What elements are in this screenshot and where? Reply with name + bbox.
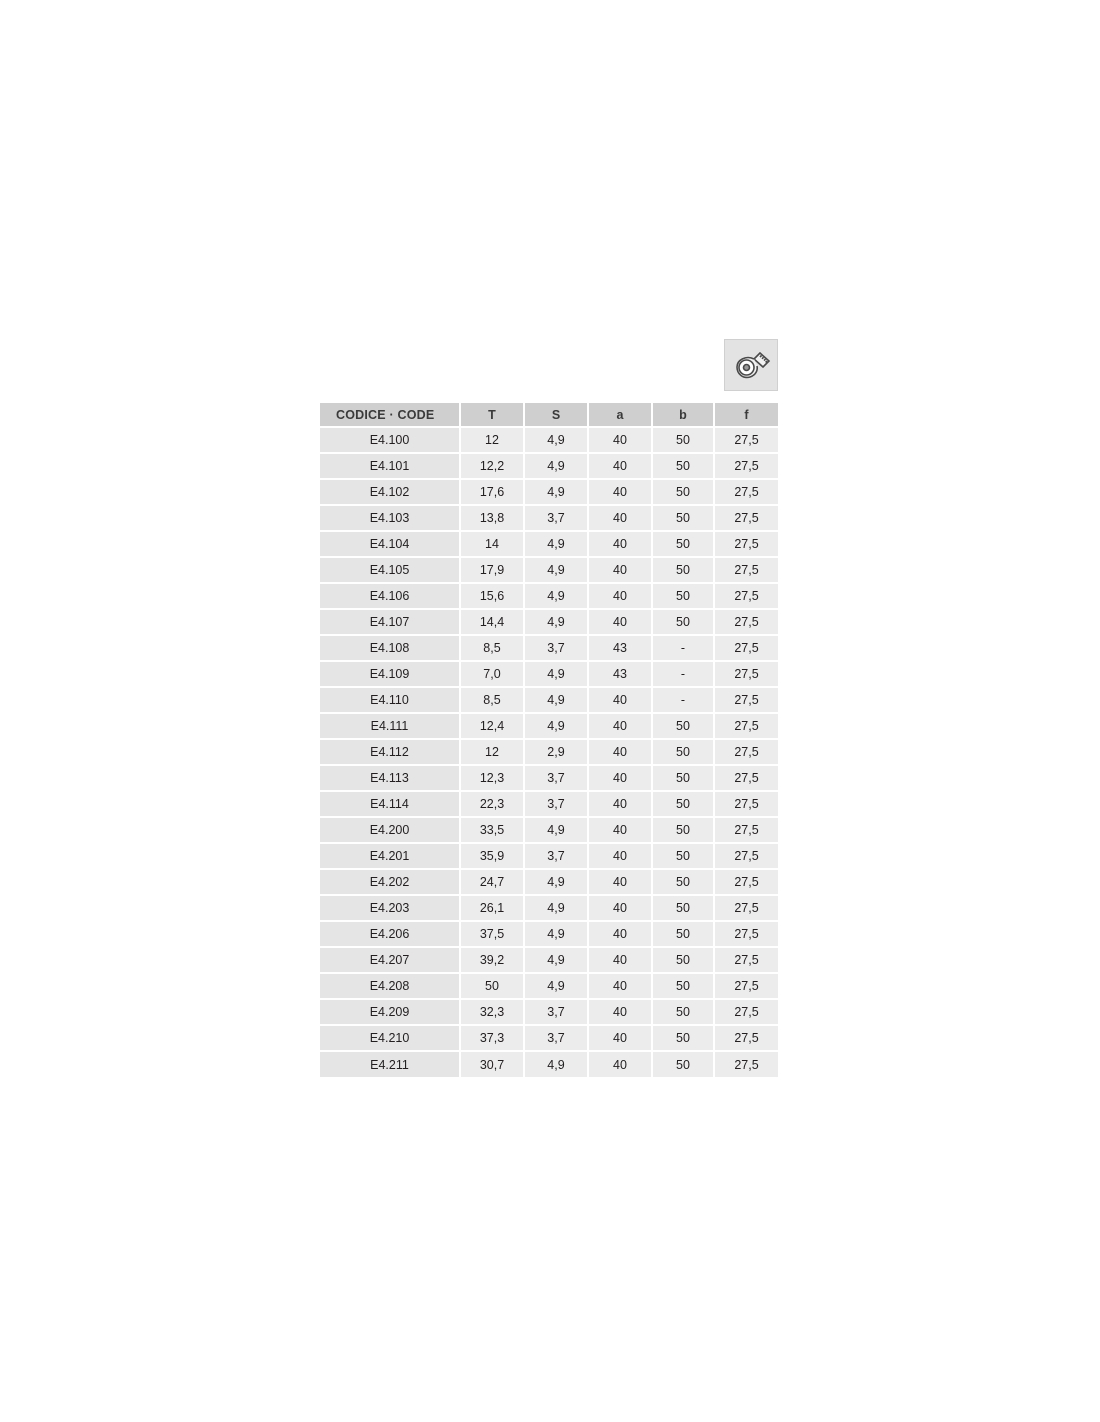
cell-code: E4.107 [320, 609, 460, 635]
cell-s: 4,9 [524, 557, 588, 583]
cell-f: 27,5 [714, 687, 778, 713]
cell-f: 27,5 [714, 479, 778, 505]
cell-b: 50 [652, 999, 714, 1025]
table-row [320, 687, 778, 713]
cell-s: 3,7 [524, 791, 588, 817]
cell-b: 50 [652, 1025, 714, 1051]
cell-b: 50 [652, 739, 714, 765]
table-row [320, 1051, 778, 1077]
cell-t: 8,5 [460, 635, 524, 661]
cell-f: 27,5 [714, 1051, 778, 1077]
cell-b: - [652, 635, 714, 661]
column-header-s: S [524, 403, 588, 427]
table-row [320, 583, 778, 609]
table-row [320, 895, 778, 921]
cell-b: - [652, 661, 714, 687]
cell-t: 13,8 [460, 505, 524, 531]
cell-s: 2,9 [524, 739, 588, 765]
cell-f: 27,5 [714, 635, 778, 661]
cell-b: 50 [652, 609, 714, 635]
cell-f: 27,5 [714, 583, 778, 609]
cell-a: 40 [588, 765, 652, 791]
table-row [320, 427, 778, 453]
cell-a: 40 [588, 869, 652, 895]
table-row [320, 817, 778, 843]
table-header-row [320, 403, 778, 427]
cell-t: 33,5 [460, 817, 524, 843]
specification-table [320, 403, 778, 1077]
table-row [320, 947, 778, 973]
cell-f: 27,5 [714, 427, 778, 453]
cell-s: 4,9 [524, 895, 588, 921]
cell-a: 40 [588, 609, 652, 635]
cell-code: E4.106 [320, 583, 460, 609]
cell-code: E4.111 [320, 713, 460, 739]
cell-code: E4.104 [320, 531, 460, 557]
column-header-b: b [652, 403, 714, 427]
cell-s: 3,7 [524, 765, 588, 791]
cell-t: 12,4 [460, 713, 524, 739]
cell-s: 4,9 [524, 479, 588, 505]
cell-a: 40 [588, 1025, 652, 1051]
cell-s: 4,9 [524, 713, 588, 739]
cell-t: 12 [460, 427, 524, 453]
cell-b: 50 [652, 427, 714, 453]
cell-a: 40 [588, 921, 652, 947]
cell-a: 40 [588, 791, 652, 817]
cell-t: 30,7 [460, 1051, 524, 1077]
measuring-tape-icon [725, 346, 777, 386]
table-row [320, 531, 778, 557]
table-row [320, 505, 778, 531]
cell-a: 40 [588, 973, 652, 999]
cell-f: 27,5 [714, 999, 778, 1025]
cell-b: 50 [652, 453, 714, 479]
table-row [320, 869, 778, 895]
cell-t: 22,3 [460, 791, 524, 817]
table-row [320, 973, 778, 999]
cell-code: E4.203 [320, 895, 460, 921]
cell-b: 50 [652, 765, 714, 791]
table-row [320, 999, 778, 1025]
cell-f: 27,5 [714, 661, 778, 687]
cell-b: 50 [652, 583, 714, 609]
cell-t: 35,9 [460, 843, 524, 869]
cell-s: 3,7 [524, 505, 588, 531]
cell-s: 4,9 [524, 531, 588, 557]
cell-code: E4.103 [320, 505, 460, 531]
cell-s: 3,7 [524, 999, 588, 1025]
cell-code: E4.208 [320, 973, 460, 999]
cell-b: 50 [652, 479, 714, 505]
cell-code: E4.201 [320, 843, 460, 869]
cell-code: E4.110 [320, 687, 460, 713]
cell-t: 32,3 [460, 999, 524, 1025]
cell-b: 50 [652, 843, 714, 869]
cell-f: 27,5 [714, 817, 778, 843]
cell-a: 40 [588, 505, 652, 531]
table-row [320, 557, 778, 583]
cell-f: 27,5 [714, 973, 778, 999]
cell-f: 27,5 [714, 1025, 778, 1051]
cell-code: E4.108 [320, 635, 460, 661]
cell-s: 4,9 [524, 921, 588, 947]
cell-b: 50 [652, 921, 714, 947]
cell-b: - [652, 687, 714, 713]
cell-s: 4,9 [524, 427, 588, 453]
cell-t: 37,3 [460, 1025, 524, 1051]
table-row [320, 1025, 778, 1051]
cell-code: E4.211 [320, 1051, 460, 1077]
cell-s: 4,9 [524, 661, 588, 687]
cell-b: 50 [652, 557, 714, 583]
measuring-tape-icon-box [724, 339, 778, 391]
cell-t: 14,4 [460, 609, 524, 635]
cell-f: 27,5 [714, 557, 778, 583]
cell-code: E4.109 [320, 661, 460, 687]
cell-a: 40 [588, 713, 652, 739]
cell-code: E4.100 [320, 427, 460, 453]
table-row [320, 635, 778, 661]
cell-f: 27,5 [714, 765, 778, 791]
cell-f: 27,5 [714, 869, 778, 895]
table-row [320, 661, 778, 687]
cell-a: 40 [588, 427, 652, 453]
cell-code: E4.207 [320, 947, 460, 973]
cell-code: E4.210 [320, 1025, 460, 1051]
cell-t: 7,0 [460, 661, 524, 687]
cell-code: E4.112 [320, 739, 460, 765]
cell-a: 43 [588, 635, 652, 661]
cell-code: E4.105 [320, 557, 460, 583]
cell-a: 40 [588, 739, 652, 765]
cell-s: 3,7 [524, 1025, 588, 1051]
cell-f: 27,5 [714, 505, 778, 531]
cell-s: 4,9 [524, 817, 588, 843]
table-row [320, 713, 778, 739]
cell-t: 17,9 [460, 557, 524, 583]
cell-s: 4,9 [524, 1051, 588, 1077]
cell-t: 12 [460, 739, 524, 765]
cell-f: 27,5 [714, 921, 778, 947]
cell-code: E4.206 [320, 921, 460, 947]
cell-code: E4.202 [320, 869, 460, 895]
cell-a: 40 [588, 479, 652, 505]
cell-b: 50 [652, 973, 714, 999]
cell-b: 50 [652, 817, 714, 843]
cell-f: 27,5 [714, 531, 778, 557]
column-header-a: a [588, 403, 652, 427]
cell-t: 17,6 [460, 479, 524, 505]
cell-f: 27,5 [714, 739, 778, 765]
cell-s: 4,9 [524, 869, 588, 895]
table-row [320, 479, 778, 505]
cell-a: 40 [588, 557, 652, 583]
cell-code: E4.200 [320, 817, 460, 843]
cell-a: 40 [588, 843, 652, 869]
cell-a: 40 [588, 947, 652, 973]
cell-a: 40 [588, 817, 652, 843]
cell-code: E4.101 [320, 453, 460, 479]
cell-a: 40 [588, 895, 652, 921]
cell-a: 43 [588, 661, 652, 687]
cell-f: 27,5 [714, 843, 778, 869]
table-row [320, 843, 778, 869]
cell-a: 40 [588, 531, 652, 557]
cell-t: 12,2 [460, 453, 524, 479]
cell-b: 50 [652, 505, 714, 531]
cell-a: 40 [588, 453, 652, 479]
cell-t: 12,3 [460, 765, 524, 791]
cell-s: 4,9 [524, 583, 588, 609]
table-row [320, 765, 778, 791]
column-header-code: CODICE · CODE [320, 403, 460, 427]
cell-code: E4.209 [320, 999, 460, 1025]
table-row [320, 921, 778, 947]
table-row [320, 739, 778, 765]
cell-s: 4,9 [524, 453, 588, 479]
cell-t: 39,2 [460, 947, 524, 973]
cell-t: 37,5 [460, 921, 524, 947]
cell-a: 40 [588, 1051, 652, 1077]
table-row [320, 453, 778, 479]
cell-f: 27,5 [714, 453, 778, 479]
cell-s: 4,9 [524, 687, 588, 713]
cell-b: 50 [652, 1051, 714, 1077]
cell-s: 4,9 [524, 973, 588, 999]
cell-a: 40 [588, 687, 652, 713]
cell-t: 26,1 [460, 895, 524, 921]
cell-f: 27,5 [714, 791, 778, 817]
cell-b: 50 [652, 947, 714, 973]
cell-s: 3,7 [524, 635, 588, 661]
cell-b: 50 [652, 895, 714, 921]
cell-t: 24,7 [460, 869, 524, 895]
cell-a: 40 [588, 999, 652, 1025]
cell-s: 4,9 [524, 947, 588, 973]
cell-s: 3,7 [524, 843, 588, 869]
cell-code: E4.114 [320, 791, 460, 817]
cell-b: 50 [652, 713, 714, 739]
cell-f: 27,5 [714, 895, 778, 921]
cell-f: 27,5 [714, 713, 778, 739]
cell-s: 4,9 [524, 609, 588, 635]
column-header-t: T [460, 403, 524, 427]
cell-code: E4.102 [320, 479, 460, 505]
cell-a: 40 [588, 583, 652, 609]
table-row [320, 791, 778, 817]
cell-t: 15,6 [460, 583, 524, 609]
cell-t: 50 [460, 973, 524, 999]
cell-code: E4.113 [320, 765, 460, 791]
table-row [320, 609, 778, 635]
cell-t: 8,5 [460, 687, 524, 713]
cell-f: 27,5 [714, 609, 778, 635]
cell-t: 14 [460, 531, 524, 557]
cell-f: 27,5 [714, 947, 778, 973]
cell-b: 50 [652, 531, 714, 557]
cell-b: 50 [652, 791, 714, 817]
column-header-f: f [714, 403, 778, 427]
cell-b: 50 [652, 869, 714, 895]
